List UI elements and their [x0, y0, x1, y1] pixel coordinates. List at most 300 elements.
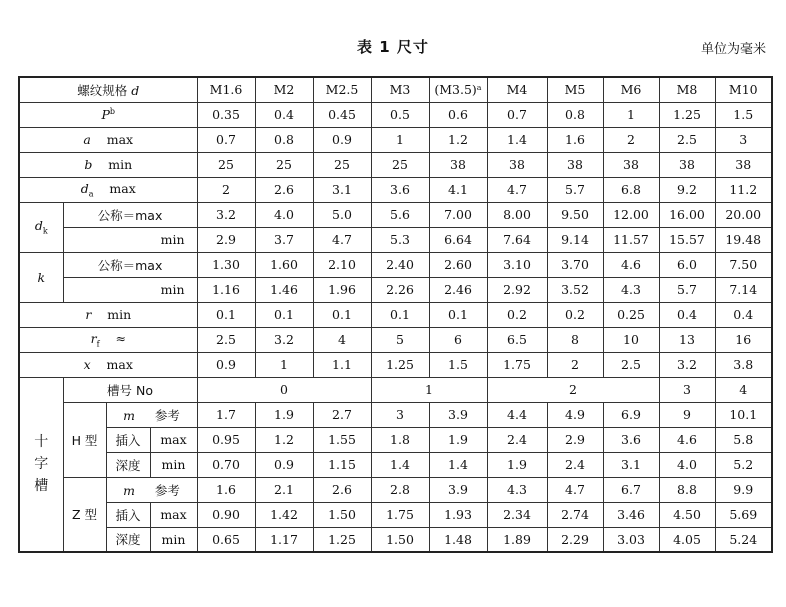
- value-cell: [659, 252, 715, 277]
- value-cell-text: 4.7: [565, 482, 585, 497]
- value-cell-text: 0.35: [212, 107, 240, 122]
- row-label: [19, 102, 197, 127]
- row-label: [19, 302, 197, 327]
- value-cell-text: 13: [679, 332, 695, 347]
- value-cell-text: 1.48: [444, 531, 472, 547]
- value-cell: [715, 127, 772, 152]
- row-note: min: [108, 157, 133, 172]
- value-cell-text: 3.6: [621, 432, 641, 447]
- value-cell-text: 6.64: [444, 232, 472, 247]
- symbol: b: [84, 157, 93, 172]
- value-cell-text: 2.40: [386, 257, 414, 272]
- value-cell: [197, 302, 255, 327]
- depth-note-text: min: [161, 531, 186, 547]
- value-cell-text: 0.6: [448, 107, 468, 122]
- size-header-text: M1.6: [209, 82, 243, 98]
- value-cell: [659, 452, 715, 477]
- value-cell-text: 0.1: [216, 307, 236, 322]
- value-cell: [197, 177, 255, 202]
- value-cell: [255, 227, 313, 252]
- value-cell: [487, 352, 547, 377]
- value-cell-text: 0.9: [332, 132, 352, 147]
- value-cell: [255, 302, 313, 327]
- nominal-label: [63, 252, 197, 277]
- value-cell: [603, 102, 659, 127]
- value-cell-text: 1.6: [565, 132, 585, 147]
- value-cell-text: 2.9: [216, 232, 236, 247]
- min-label: [63, 277, 197, 302]
- value-cell-text: 0.4: [274, 107, 294, 122]
- row-label: [19, 177, 197, 202]
- value-cell-text: 1.93: [444, 507, 472, 522]
- symbol-subscript: a: [88, 189, 94, 199]
- value-cell: [487, 402, 547, 427]
- z-type-depth-row: [19, 527, 772, 552]
- value-cell-text: 3.6: [390, 182, 410, 197]
- value-cell: [371, 252, 429, 277]
- value-cell-text: 0.7: [216, 132, 236, 147]
- value-cell: [371, 427, 429, 452]
- value-cell: [603, 227, 659, 252]
- size-header: [547, 77, 603, 102]
- value-cell: [487, 202, 547, 227]
- value-cell: [715, 427, 772, 452]
- value-cell-text: 2: [627, 132, 635, 147]
- value-cell-text: 0.25: [617, 307, 645, 322]
- value-cell: [429, 127, 487, 152]
- value-cell-text: 2.8: [390, 482, 410, 497]
- value-cell-text: 2.4: [507, 432, 527, 447]
- value-cell: [715, 502, 772, 527]
- value-cell: [603, 477, 659, 502]
- value-cell: [603, 502, 659, 527]
- value-cell: [603, 127, 659, 152]
- value-cell: [603, 302, 659, 327]
- value-cell: [429, 302, 487, 327]
- insert-label-text: 插入: [115, 432, 141, 448]
- value-cell-text: 1.75: [503, 357, 531, 372]
- value-cell-text: 3.1: [332, 182, 352, 197]
- value-cell: [603, 452, 659, 477]
- dk-min-row: [19, 227, 772, 252]
- value-cell-text: 1.46: [270, 282, 298, 297]
- value-cell: [603, 527, 659, 552]
- value-cell-text: 0.4: [677, 307, 697, 322]
- value-cell-text: 1.96: [328, 282, 356, 297]
- value-cell-text: 19.48: [725, 232, 762, 247]
- value-cell: [371, 402, 429, 427]
- value-cell-text: 1.5: [733, 107, 754, 122]
- value-cell-text: 4.6: [677, 432, 697, 447]
- value-cell-text: 3.9: [448, 407, 468, 422]
- value-cell: [547, 152, 603, 177]
- value-cell-text: 38: [735, 157, 752, 172]
- insert-note-text: max: [160, 507, 187, 522]
- dk-symbol-cell: [19, 202, 63, 252]
- value-cell: [429, 277, 487, 302]
- k-symbol-cell: [19, 252, 63, 302]
- value-cell-text: 4.3: [621, 282, 641, 297]
- spec-header: [19, 77, 197, 102]
- value-cell: [659, 127, 715, 152]
- value-cell-text: 10: [623, 332, 639, 347]
- value-cell: [197, 152, 255, 177]
- value-cell-text: 0.9: [274, 457, 294, 472]
- value-cell-text: 2.29: [561, 531, 589, 547]
- value-cell: [429, 327, 487, 352]
- min-label-text: min: [160, 282, 185, 297]
- value-cell-text: 1.89: [503, 531, 531, 547]
- da-max-row: [19, 177, 772, 202]
- value-cell: [487, 127, 547, 152]
- slot-no-value-text: 3: [683, 382, 691, 397]
- value-cell-text: 3.70: [561, 257, 589, 272]
- value-cell-text: 7.14: [729, 282, 758, 297]
- value-cell: [429, 227, 487, 252]
- unit-note: 单位为毫米: [700, 42, 766, 57]
- cross-recess-char: 字: [34, 456, 49, 473]
- value-cell-text: 2.7: [332, 407, 352, 422]
- value-cell: [255, 202, 313, 227]
- size-header: [603, 77, 659, 102]
- insert-label: [106, 502, 150, 527]
- value-cell-text: 38: [679, 157, 695, 172]
- value-cell: [429, 102, 487, 127]
- slot-no-value: [371, 377, 487, 402]
- value-cell: [313, 127, 371, 152]
- value-cell: [429, 477, 487, 502]
- slot-number-row: [19, 377, 772, 402]
- value-cell: [429, 177, 487, 202]
- value-cell: [255, 427, 313, 452]
- slot-no-value-text: 2: [569, 382, 577, 397]
- depth-label-text: 深度: [115, 532, 141, 548]
- value-cell: [197, 427, 255, 452]
- value-cell-text: 12.00: [613, 207, 649, 222]
- m-label: [106, 477, 197, 502]
- value-cell: [197, 527, 255, 552]
- z-type-insert-row: [19, 502, 772, 527]
- slot-no-value: [197, 377, 371, 402]
- value-cell: [255, 477, 313, 502]
- value-cell: [547, 227, 603, 252]
- value-cell-text: 6.7: [621, 482, 641, 497]
- value-cell: [659, 402, 715, 427]
- value-cell: [487, 477, 547, 502]
- value-cell-text: 3.8: [733, 357, 754, 372]
- value-cell-text: 5.7: [565, 182, 585, 197]
- value-cell-text: 0.70: [212, 457, 240, 472]
- row-note: ≈: [115, 330, 126, 346]
- value-cell-text: 0.9: [216, 357, 236, 372]
- value-cell: [487, 102, 547, 127]
- value-cell-text: 25: [218, 157, 234, 172]
- value-cell-text: 2.26: [386, 282, 414, 297]
- value-cell-text: 2.6: [274, 182, 294, 197]
- value-cell-text: 0.1: [274, 307, 294, 322]
- value-cell-text: 3: [396, 407, 404, 422]
- value-cell: [371, 477, 429, 502]
- rf-row: [19, 327, 772, 352]
- m-label-text: 参考: [154, 482, 180, 498]
- value-cell-text: 0.1: [332, 307, 352, 322]
- value-cell: [371, 127, 429, 152]
- value-cell: [371, 352, 429, 377]
- value-cell-text: 2.34: [503, 507, 531, 522]
- value-cell-text: 38: [567, 157, 583, 172]
- type-label-text: H 型: [71, 432, 98, 448]
- size-header: [487, 77, 547, 102]
- value-cell: [547, 102, 603, 127]
- value-cell-text: 4.6: [621, 257, 641, 272]
- value-cell: [197, 327, 255, 352]
- value-cell: [659, 202, 715, 227]
- insert-note: [150, 502, 197, 527]
- value-cell-text: 2.9: [565, 432, 585, 447]
- nominal-label: [63, 202, 197, 227]
- value-cell: [255, 277, 313, 302]
- value-cell: [255, 452, 313, 477]
- value-cell: [371, 527, 429, 552]
- value-cell-text: 6.5: [507, 332, 527, 347]
- value-cell: [547, 527, 603, 552]
- value-cell: [715, 302, 772, 327]
- value-cell-text: 1.4: [390, 457, 410, 472]
- value-cell: [313, 177, 371, 202]
- slot-no-label: [63, 377, 197, 402]
- value-cell-text: 1.2: [448, 132, 468, 147]
- value-cell-text: 1.60: [270, 257, 298, 272]
- value-cell: [603, 177, 659, 202]
- size-header-text: M6: [620, 82, 642, 98]
- k-min-row: [19, 277, 772, 302]
- value-cell-text: 0.65: [212, 531, 240, 547]
- row-note: max: [106, 357, 133, 372]
- value-cell: [659, 102, 715, 127]
- value-cell-text: 1.50: [328, 507, 356, 522]
- value-cell: [547, 427, 603, 452]
- value-cell: [313, 252, 371, 277]
- value-cell-text: 1.7: [216, 407, 236, 422]
- m-symbol: m: [123, 482, 135, 498]
- value-cell: [715, 527, 772, 552]
- value-cell: [715, 177, 772, 202]
- h-type-insert-row: [19, 427, 772, 452]
- value-cell: [255, 527, 313, 552]
- value-cell: [313, 427, 371, 452]
- value-cell: [313, 477, 371, 502]
- value-cell: [313, 227, 371, 252]
- value-cell-text: 2.46: [444, 282, 472, 297]
- dimensions-table: [18, 76, 773, 553]
- value-cell-text: 1.9: [507, 457, 527, 472]
- size-header-text: M10: [728, 82, 758, 98]
- slot-no-value: [715, 377, 772, 402]
- value-cell: [429, 352, 487, 377]
- value-cell: [547, 502, 603, 527]
- value-cell-text: 1.25: [328, 531, 356, 547]
- size-header: [371, 77, 429, 102]
- value-cell-text: 8.00: [503, 207, 531, 222]
- value-cell-text: 3.52: [561, 282, 589, 297]
- value-cell-text: 6: [454, 332, 462, 347]
- value-cell-text: 0.1: [448, 307, 468, 322]
- value-cell: [429, 427, 487, 452]
- value-cell-text: 7.50: [729, 257, 758, 272]
- value-cell-text: 0.2: [507, 307, 527, 322]
- value-cell: [659, 277, 715, 302]
- cross-recess-char: 槽: [34, 478, 49, 495]
- value-cell-text: 2.92: [503, 282, 531, 297]
- value-cell-text: 1.50: [386, 531, 414, 547]
- value-cell-text: 3.2: [274, 332, 294, 347]
- row-label: [19, 352, 197, 377]
- value-cell: [429, 452, 487, 477]
- pitch-row: [19, 102, 772, 127]
- value-cell: [429, 502, 487, 527]
- cross-recess-char: 十: [34, 434, 49, 451]
- depth-note: [150, 452, 197, 477]
- value-cell-text: 38: [623, 157, 639, 172]
- row-label: [19, 327, 197, 352]
- h-type-depth-row: [19, 452, 772, 477]
- value-cell: [487, 452, 547, 477]
- value-cell: [715, 452, 772, 477]
- value-cell: [255, 252, 313, 277]
- value-cell-text: 0.95: [212, 432, 240, 447]
- size-header-text: M4: [506, 82, 528, 98]
- size-header: [197, 77, 255, 102]
- value-cell: [313, 327, 371, 352]
- value-cell: [715, 477, 772, 502]
- depth-note: [150, 527, 197, 552]
- value-cell-text: 1.75: [386, 507, 414, 522]
- value-cell-text: 4.7: [332, 232, 352, 247]
- value-cell-text: 16.00: [669, 207, 705, 222]
- value-cell-text: 1.8: [390, 432, 410, 447]
- depth-label-text: 深度: [115, 457, 141, 473]
- value-cell: [487, 152, 547, 177]
- z-type-label: [63, 477, 106, 552]
- value-cell: [197, 477, 255, 502]
- h-type-m-row: [19, 402, 772, 427]
- symbol-subscript: k: [42, 226, 48, 236]
- value-cell-text: 3: [739, 132, 748, 147]
- value-cell: [603, 402, 659, 427]
- value-cell: [715, 327, 772, 352]
- value-cell: [197, 402, 255, 427]
- value-cell-text: 1.9: [274, 407, 294, 422]
- value-cell: [547, 327, 603, 352]
- min-label-text: min: [160, 232, 185, 247]
- value-cell-text: 6.8: [621, 182, 641, 197]
- value-cell: [197, 252, 255, 277]
- value-cell: [715, 102, 772, 127]
- value-cell-text: 4.0: [677, 457, 697, 472]
- insert-note-text: max: [160, 432, 187, 447]
- value-cell-text: 4.7: [507, 182, 527, 197]
- symbol: P: [101, 107, 110, 123]
- value-cell-text: 8.8: [677, 482, 697, 497]
- value-cell-text: 3.7: [274, 232, 294, 247]
- value-cell-text: 3.03: [617, 531, 645, 547]
- size-header-text: M2: [273, 82, 295, 98]
- value-cell-text: 4.1: [448, 182, 468, 197]
- value-cell: [487, 427, 547, 452]
- value-cell: [547, 402, 603, 427]
- value-cell-text: 2.60: [444, 257, 472, 272]
- value-cell-text: 1.9: [448, 432, 468, 447]
- x-max-row: [19, 352, 772, 377]
- value-cell-text: 11.57: [613, 232, 649, 247]
- value-cell-text: 3.46: [617, 507, 645, 522]
- value-cell: [197, 352, 255, 377]
- header-row: [19, 77, 772, 102]
- b-min-row: [19, 152, 772, 177]
- value-cell: [547, 177, 603, 202]
- depth-note-text: min: [161, 457, 186, 472]
- a-max-row: [19, 127, 772, 152]
- value-cell: [547, 252, 603, 277]
- value-cell-text: 2.5: [621, 357, 641, 372]
- cross-recess-label: [19, 377, 63, 552]
- value-cell-text: 0.5: [390, 107, 410, 122]
- row-label: [19, 152, 197, 177]
- value-cell-text: 1.17: [270, 531, 298, 547]
- value-cell: [659, 177, 715, 202]
- value-cell: [715, 352, 772, 377]
- value-cell: [429, 252, 487, 277]
- value-cell-text: 1.55: [328, 432, 356, 447]
- value-cell: [547, 127, 603, 152]
- table-title: 表 1 尺寸: [357, 38, 429, 56]
- value-cell-text: 2.4: [565, 457, 585, 472]
- value-cell: [255, 502, 313, 527]
- value-cell: [659, 352, 715, 377]
- value-cell-text: 0.45: [328, 107, 356, 122]
- value-cell: [371, 227, 429, 252]
- value-cell: [603, 427, 659, 452]
- value-cell: [313, 352, 371, 377]
- value-cell-text: 4.0: [274, 207, 294, 222]
- value-cell-text: 9.9: [733, 482, 754, 497]
- value-cell: [197, 102, 255, 127]
- value-cell: [547, 277, 603, 302]
- size-header-text: (M3.5)ᵃ: [434, 82, 482, 98]
- value-cell-text: 5.69: [729, 507, 758, 522]
- value-cell: [313, 402, 371, 427]
- value-cell: [487, 277, 547, 302]
- value-cell: [547, 352, 603, 377]
- insert-note: [150, 427, 197, 452]
- value-cell-text: 1.16: [212, 282, 240, 297]
- value-cell: [255, 102, 313, 127]
- depth-label: [106, 527, 150, 552]
- value-cell: [371, 327, 429, 352]
- m-label-text: 参考: [154, 407, 180, 423]
- row-note: max: [109, 180, 136, 196]
- insert-label-text: 插入: [115, 507, 141, 523]
- value-cell-text: 5.6: [390, 207, 410, 222]
- row-note: min: [107, 307, 132, 322]
- size-header-text: M8: [676, 82, 698, 98]
- value-cell: [659, 227, 715, 252]
- value-cell-text: 0.8: [565, 107, 585, 122]
- value-cell-text: 5.7: [677, 282, 697, 297]
- value-cell-text: 1.2: [274, 432, 294, 447]
- min-label: [63, 227, 197, 252]
- symbol: d: [80, 180, 89, 196]
